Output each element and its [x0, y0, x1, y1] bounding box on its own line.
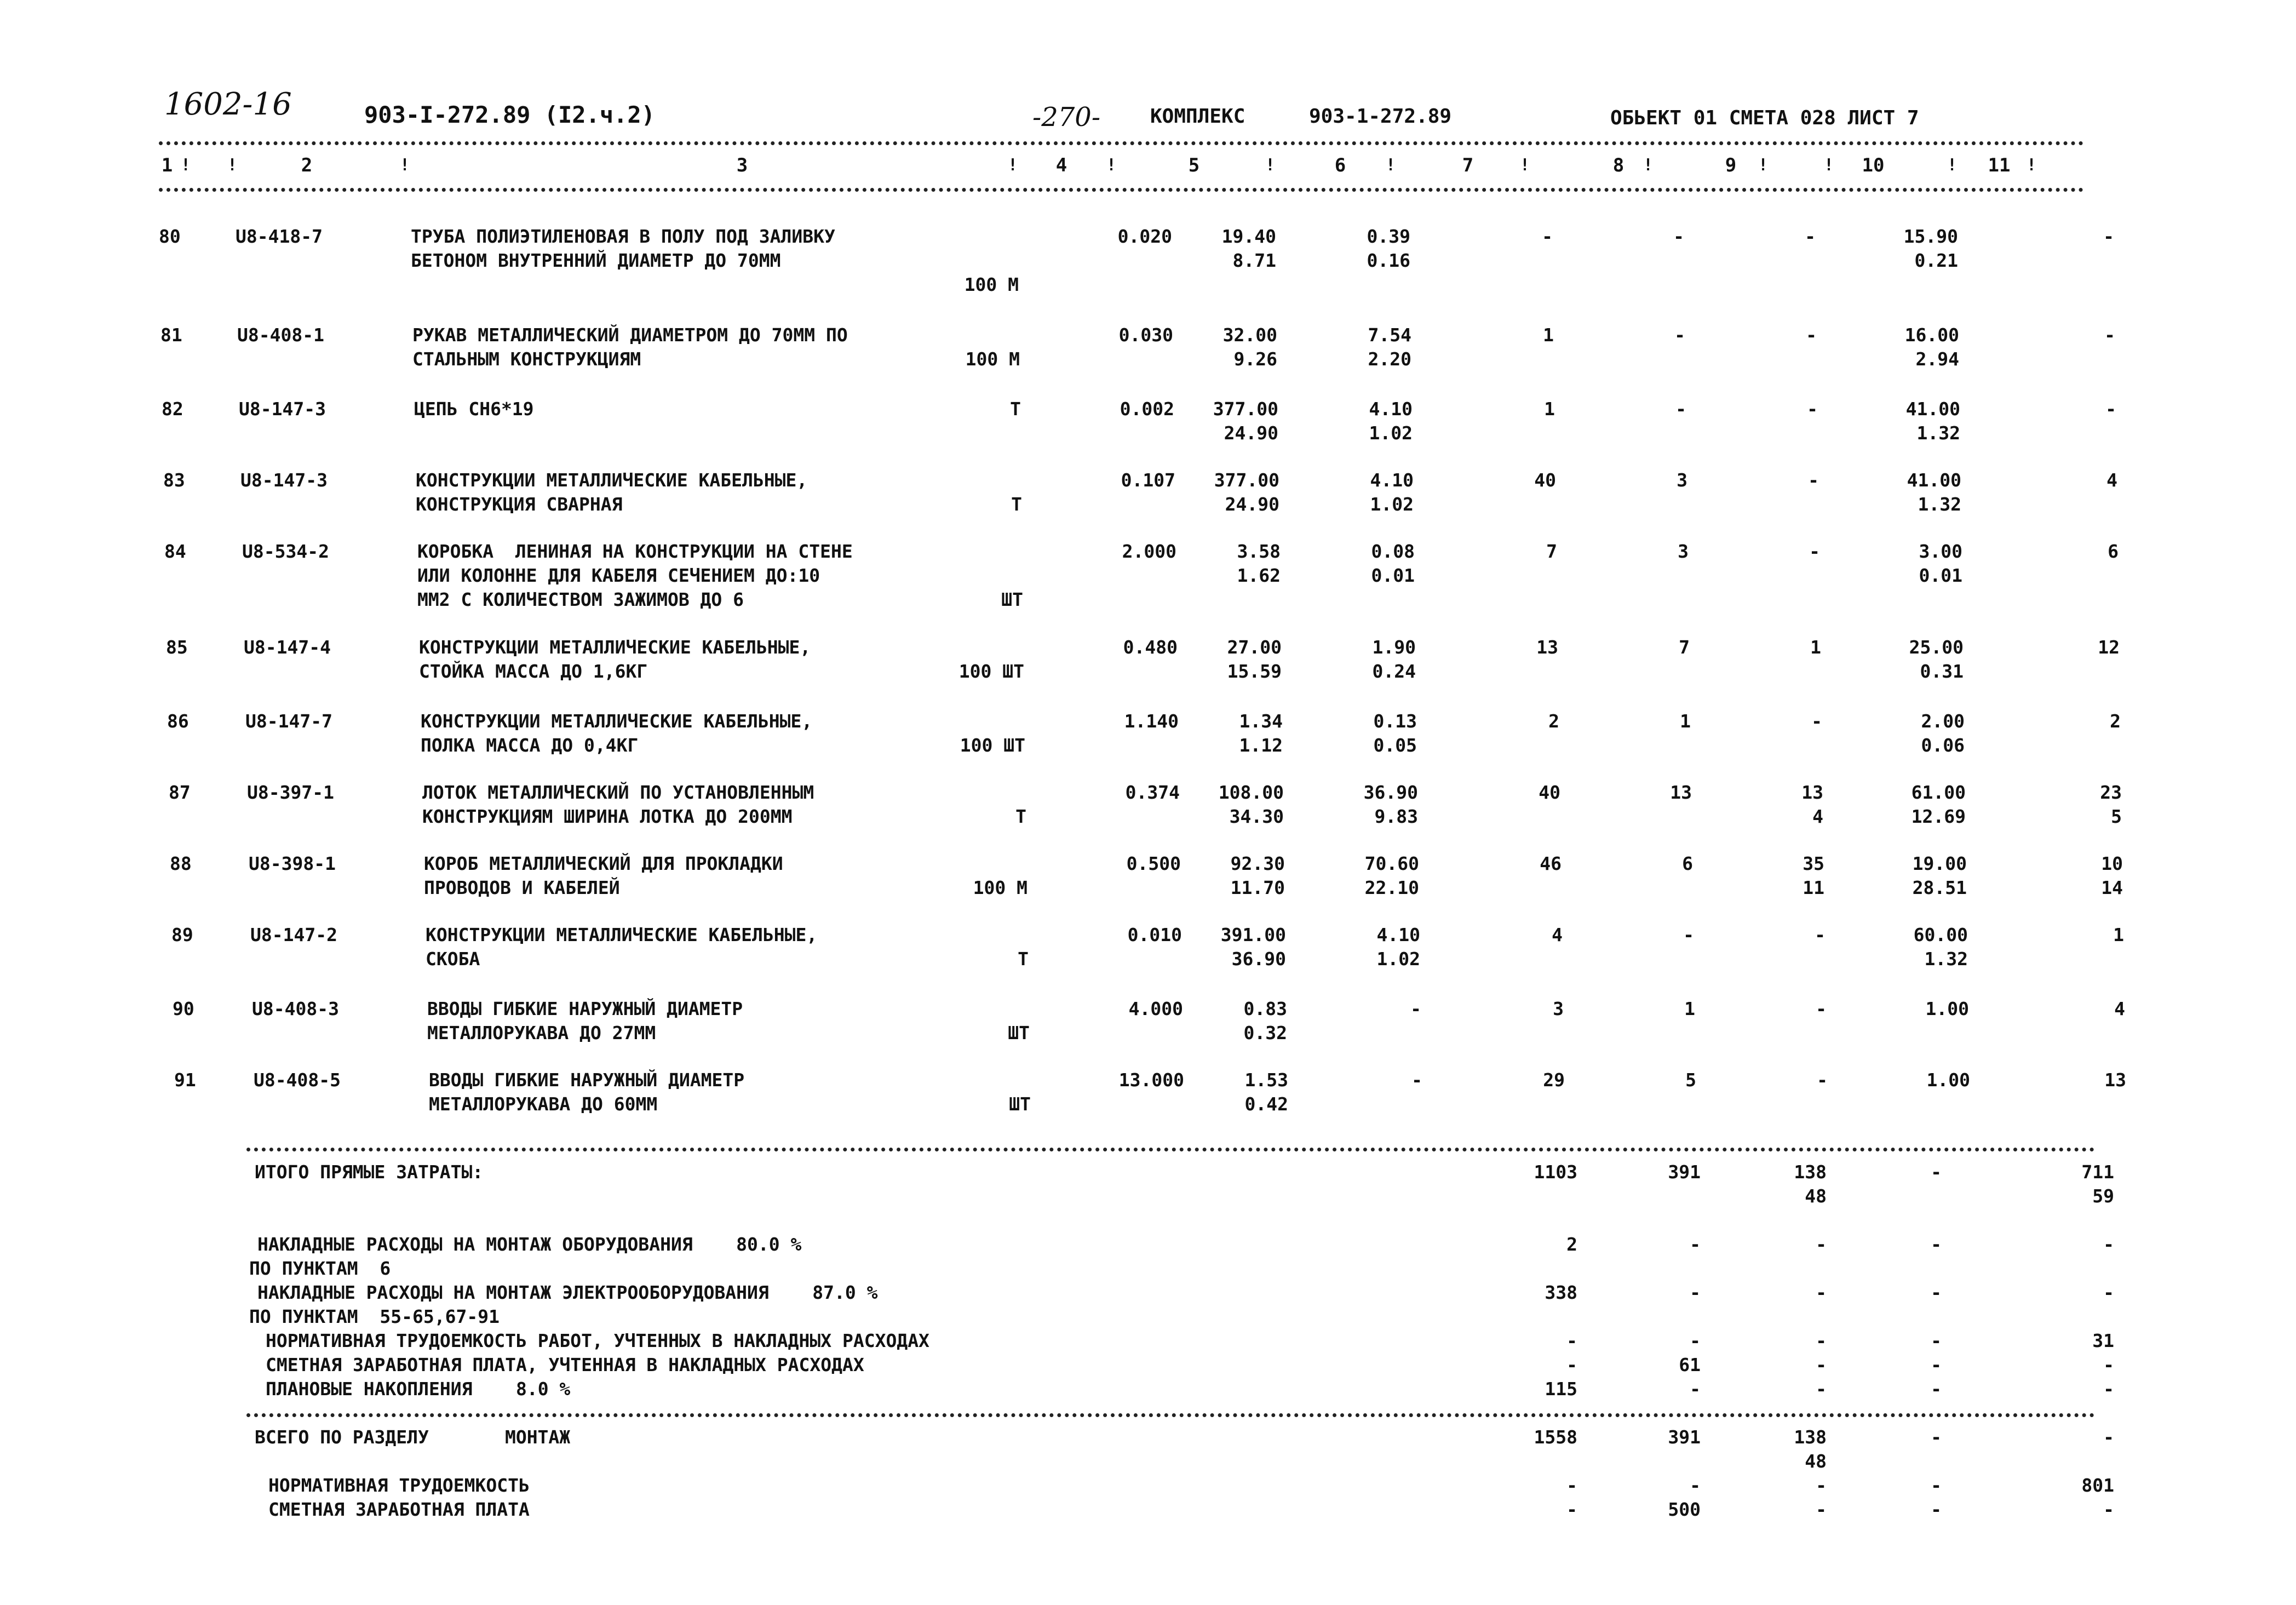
row-c10: 0.31 — [1920, 661, 1964, 682]
column-number: 10 — [1862, 154, 1885, 176]
header-rule-top — [159, 141, 2084, 145]
summary-c8: - — [1690, 1282, 1701, 1303]
row-description: МЕТАЛЛОРУКАВА ДО 27ММ — [427, 1022, 656, 1044]
row-c7: 2 — [1548, 710, 1559, 732]
row-c10: 1.32 — [1918, 494, 1961, 515]
summary-rule-top — [246, 1148, 2095, 1151]
row-c5: 24.90 — [1225, 494, 1279, 515]
row-number: 82 — [162, 398, 183, 420]
row-unit: Т — [1018, 948, 1029, 970]
row-c9: 11 — [1803, 877, 1824, 898]
column-number: 3 — [736, 154, 748, 176]
summary-label: СМЕТНАЯ ЗАРАБОТНАЯ ПЛАТА, УЧТЕННАЯ В НАКЛАДНЫХ РАСХОДАХ — [266, 1354, 864, 1375]
summary-c11: - — [2103, 1426, 2114, 1448]
row-description: КОРОБ МЕТАЛЛИЧЕСКИЙ ДЛЯ ПРОКЛАДКИ — [424, 853, 783, 874]
row-code: U8-534-2 — [242, 541, 329, 562]
summary-c9: - — [1816, 1354, 1827, 1375]
row-c7: 3 — [1553, 998, 1564, 1019]
column-number: 2 — [301, 154, 313, 176]
row-c6: 1.90 — [1372, 637, 1416, 658]
row-quantity: 0.010 — [1127, 924, 1182, 945]
row-quantity: 1.140 — [1124, 710, 1179, 732]
row-quantity: 0.030 — [1118, 324, 1173, 346]
row-description: КОРОБКА ЛЕНИНАЯ НА КОНСТРУКЦИИ НА СТЕНЕ — [417, 541, 853, 562]
row-c11: - — [2104, 324, 2115, 346]
summary-c8: - — [1690, 1475, 1701, 1496]
row-c11: 4 — [2114, 998, 2125, 1019]
komplex-code: 903-1-272.89 — [1309, 105, 1452, 128]
summary-c10: - — [1931, 1161, 1942, 1183]
row-description: КОНСТРУКЦИИ МЕТАЛЛИЧЕСКИЕ КАБЕЛЬНЫЕ, — [421, 710, 813, 732]
row-unit: 100 ШТ — [960, 735, 1025, 756]
row-unit: 100 ШТ — [958, 661, 1024, 682]
row-c8: - — [1683, 924, 1694, 945]
row-c6: 1.02 — [1369, 422, 1413, 444]
column-separator: ! — [227, 156, 238, 175]
row-code: U8-147-3 — [239, 398, 326, 420]
row-number: 84 — [164, 541, 186, 562]
row-c10: 41.00 — [1905, 398, 1960, 420]
summary-c11: 59 — [2092, 1185, 2114, 1207]
row-description: СКОБА — [426, 948, 480, 970]
summary-c10: - — [1931, 1499, 1942, 1520]
row-c10: 2.94 — [1915, 348, 1959, 370]
row-c5: 1.12 — [1239, 735, 1283, 756]
row-c6: 22.10 — [1364, 877, 1419, 898]
row-c5: 1.34 — [1239, 710, 1283, 732]
object-info: ОБЬЕКТ 01 СМЕТА 028 ЛИСТ 7 — [1610, 107, 1919, 129]
summary-label: СМЕТНАЯ ЗАРАБОТНАЯ ПЛАТА — [268, 1499, 530, 1520]
row-c8: 3 — [1677, 469, 1687, 491]
summary-c8: 391 — [1668, 1161, 1701, 1183]
row-c5: 19.40 — [1221, 226, 1276, 247]
summary-c10: - — [1931, 1354, 1942, 1375]
row-description: ПРОВОДОВ И КАБЕЛЕЙ — [424, 877, 620, 898]
row-unit: Т — [1010, 398, 1021, 420]
row-c11: 23 — [2100, 782, 2122, 803]
summary-c9: - — [1816, 1378, 1827, 1400]
row-c8: 7 — [1679, 637, 1690, 658]
row-unit: Т — [1015, 806, 1026, 827]
row-c10: 12.69 — [1911, 806, 1966, 827]
document-code: 903-I-272.89 (I2.ч.2) — [364, 101, 656, 128]
row-c7: 40 — [1534, 469, 1556, 491]
summary-c9: - — [1816, 1499, 1827, 1520]
row-c5: 36.90 — [1231, 948, 1286, 970]
row-c5: 9.26 — [1233, 348, 1277, 370]
row-c9: - — [1806, 324, 1817, 346]
komplex-label: КОМПЛЕКС — [1150, 105, 1245, 128]
row-c5: 0.83 — [1243, 998, 1287, 1019]
column-separator: ! — [2027, 156, 2037, 175]
summary-c7: 2 — [1566, 1234, 1577, 1255]
row-c5: 108.00 — [1218, 782, 1284, 803]
row-c8: 1 — [1684, 998, 1695, 1019]
summary-c11: - — [2103, 1499, 2114, 1520]
summary-c11: 31 — [2092, 1330, 2114, 1351]
column-separator: ! — [1643, 156, 1654, 175]
page-number: -270- — [1032, 102, 1101, 133]
row-c9: 4 — [1812, 806, 1823, 827]
summary-c10: - — [1931, 1330, 1942, 1351]
row-description: КОНСТРУКЦИЯ СВАРНАЯ — [416, 494, 623, 515]
row-c6: 0.16 — [1367, 250, 1410, 271]
row-c8: 3 — [1678, 541, 1689, 562]
row-c6: 0.39 — [1367, 226, 1410, 247]
row-number: 81 — [160, 324, 182, 346]
row-c10: 41.00 — [1907, 469, 1961, 491]
row-c9: - — [1816, 998, 1827, 1019]
row-c11: 6 — [2108, 541, 2119, 562]
row-c10: 1.00 — [1925, 998, 1969, 1019]
row-description: БЕТОНОМ ВНУТРЕННИЙ ДИАМЕТР ДО 70ММ — [411, 250, 781, 271]
summary-c9: - — [1816, 1475, 1827, 1496]
row-code: U8-397-1 — [247, 782, 334, 803]
column-number: 6 — [1334, 154, 1346, 176]
row-c5: 377.00 — [1213, 398, 1278, 420]
summary-c7: - — [1566, 1354, 1577, 1375]
row-c10: 28.51 — [1912, 877, 1967, 898]
row-description: ММ2 С КОЛИЧЕСТВОМ ЗАЖИМОВ ДО 6 — [417, 589, 744, 610]
column-number: 7 — [1462, 154, 1474, 176]
row-code: U8-147-2 — [250, 924, 337, 945]
row-c8: - — [1675, 398, 1686, 420]
row-c5: 15.59 — [1227, 661, 1282, 682]
row-number: 89 — [171, 924, 193, 945]
row-c6: 4.10 — [1376, 924, 1420, 945]
column-number: 9 — [1725, 154, 1737, 176]
row-c5: 377.00 — [1214, 469, 1279, 491]
row-description: МЕТАЛЛОРУКАВА ДО 60ММ — [429, 1093, 658, 1115]
row-description: ЛОТОК МЕТАЛЛИЧЕСКИЙ ПО УСТАНОВЛЕННЫМ — [422, 782, 814, 803]
column-separator: ! — [1520, 156, 1530, 175]
summary-label: НОРМАТИВНАЯ ТРУДОЕМКОСТЬ РАБОТ, УЧТЕННЫХ В НАКЛАДНЫХ РАСХОДАХ — [266, 1330, 929, 1351]
row-number: 90 — [173, 998, 194, 1019]
row-c10: 15.90 — [1903, 226, 1958, 247]
row-description: КОНСТРУКЦИИ МЕТАЛЛИЧЕСКИЕ КАБЕЛЬНЫЕ, — [426, 924, 818, 945]
row-unit: Т — [1011, 494, 1022, 515]
row-c10: 0.01 — [1919, 565, 1962, 586]
summary-rule-bottom — [246, 1413, 2095, 1417]
summary-c11: - — [2103, 1354, 2114, 1375]
row-unit: 100 М — [973, 877, 1028, 898]
row-c10: 3.00 — [1919, 541, 1962, 562]
summary-c11: - — [2103, 1282, 2114, 1303]
row-c7: 4 — [1552, 924, 1563, 945]
row-number: 86 — [167, 710, 189, 732]
row-code: U8-147-3 — [240, 469, 328, 491]
row-number: 80 — [159, 226, 181, 247]
row-c6: 1.02 — [1376, 948, 1420, 970]
row-c5: 3.58 — [1237, 541, 1281, 562]
row-description: ПОЛКА МАССА ДО 0,4КГ — [421, 735, 639, 756]
row-c9: 13 — [1801, 782, 1823, 803]
row-c6: - — [1410, 998, 1421, 1019]
row-description: ВВОДЫ ГИБКИЕ НАРУЖНЫЙ ДИАМЕТР — [429, 1069, 745, 1091]
summary-c11: 711 — [2081, 1161, 2114, 1183]
row-c9: - — [1809, 541, 1820, 562]
row-c8: - — [1673, 226, 1684, 247]
row-c5: 1.62 — [1237, 565, 1281, 586]
row-c6: 0.01 — [1371, 565, 1415, 586]
column-separator: ! — [1824, 156, 1834, 175]
column-separator: ! — [1265, 156, 1276, 175]
row-c11: 4 — [2106, 469, 2117, 491]
row-c6: - — [1411, 1069, 1422, 1091]
row-c11: 10 — [2101, 853, 2123, 874]
row-description: ВВОДЫ ГИБКИЕ НАРУЖНЫЙ ДИАМЕТР — [427, 998, 743, 1019]
row-c10: 19.00 — [1912, 853, 1967, 874]
row-description: КОНСТРУКЦИЯМ ШИРИНА ЛОТКА ДО 200ММ — [422, 806, 793, 827]
row-c8: 1 — [1680, 710, 1691, 732]
row-c5: 92.30 — [1230, 853, 1285, 874]
row-c5: 32.00 — [1222, 324, 1277, 346]
column-separator: ! — [181, 156, 191, 175]
summary-c10: - — [1931, 1234, 1942, 1255]
column-separator: ! — [400, 156, 410, 175]
summary-c8: - — [1690, 1234, 1701, 1255]
summary-sublabel: ПО ПУНКТАМ 6 — [249, 1258, 391, 1279]
row-c6: 0.13 — [1373, 710, 1417, 732]
row-quantity: 0.480 — [1123, 637, 1178, 658]
summary-label: НАКЛАДНЫЕ РАСХОДЫ НА МОНТАЖ ОБОРУДОВАНИЯ 80.0 % — [257, 1234, 802, 1255]
row-c11: 14 — [2101, 877, 2123, 898]
row-c6: 4.10 — [1370, 469, 1414, 491]
row-c10: 1.32 — [1924, 948, 1968, 970]
row-c7: 1 — [1544, 398, 1555, 420]
row-c7: 29 — [1543, 1069, 1565, 1091]
row-c10: 1.00 — [1926, 1069, 1970, 1091]
row-c11: 12 — [2098, 637, 2120, 658]
row-c7: - — [1542, 226, 1553, 247]
row-c9: - — [1808, 469, 1819, 491]
row-c11: - — [2105, 398, 2116, 420]
row-c10: 60.00 — [1913, 924, 1968, 945]
row-c10: 0.06 — [1921, 735, 1965, 756]
row-description: ИЛИ КОЛОННЕ ДЛЯ КАБЕЛЯ СЕЧЕНИЕМ ДО:10 — [417, 565, 820, 586]
column-number: 4 — [1055, 154, 1067, 176]
row-c9: - — [1811, 710, 1822, 732]
row-quantity: 2.000 — [1122, 541, 1176, 562]
row-c9: 1 — [1810, 637, 1821, 658]
summary-label: НОРМАТИВНАЯ ТРУДОЕМКОСТЬ — [268, 1475, 530, 1496]
summary-c7: 338 — [1545, 1282, 1577, 1303]
row-number: 87 — [169, 782, 191, 803]
summary-label: ПЛАНОВЫЕ НАКОПЛЕНИЯ 8.0 % — [266, 1378, 571, 1400]
summary-c8: 500 — [1668, 1499, 1701, 1520]
row-c5: 11.70 — [1230, 877, 1285, 898]
row-quantity: 0.374 — [1125, 782, 1180, 803]
row-code: U8-147-4 — [244, 637, 331, 658]
summary-c7: 1558 — [1534, 1426, 1577, 1448]
row-description: ЦЕПЬ СН6*19 — [414, 398, 534, 420]
row-unit: ШТ — [1001, 589, 1023, 610]
row-quantity: 0.002 — [1120, 398, 1174, 420]
row-c5: 8.71 — [1232, 250, 1276, 271]
summary-c10: - — [1931, 1426, 1942, 1448]
handwritten-reference: 1602-16 — [164, 87, 292, 122]
summary-c7: - — [1566, 1475, 1577, 1496]
row-quantity: 4.000 — [1128, 998, 1183, 1019]
summary-sublabel: ПО ПУНКТАМ 55-65,67-91 — [249, 1306, 500, 1327]
row-c11: - — [2103, 226, 2114, 247]
row-c6: 0.24 — [1372, 661, 1416, 682]
summary-c8: 61 — [1679, 1354, 1701, 1375]
row-code: U8-147-7 — [245, 710, 332, 732]
column-separator: ! — [1008, 156, 1018, 175]
row-number: 91 — [174, 1069, 196, 1091]
row-unit: 100 М — [965, 348, 1020, 370]
column-number: 5 — [1188, 154, 1200, 176]
summary-c9: - — [1816, 1234, 1827, 1255]
summary-c10: - — [1931, 1378, 1942, 1400]
row-c6: 0.05 — [1373, 735, 1417, 756]
summary-c9: - — [1816, 1282, 1827, 1303]
column-number: 8 — [1612, 154, 1625, 176]
row-c10: 0.21 — [1914, 250, 1958, 271]
row-c10: 25.00 — [1909, 637, 1964, 658]
row-number: 83 — [163, 469, 185, 491]
summary-c7: 1103 — [1534, 1161, 1577, 1183]
row-c5: 27.00 — [1227, 637, 1282, 658]
summary-c9: - — [1816, 1330, 1827, 1351]
header-rule-bottom — [159, 188, 2084, 192]
row-code: U8-418-7 — [236, 226, 323, 247]
row-c8: 6 — [1682, 853, 1693, 874]
summary-c7: - — [1566, 1330, 1577, 1351]
row-c11: 1 — [2113, 924, 2124, 945]
row-description: ТРУБА ПОЛИЭТИЛЕНОВАЯ В ПОЛУ ПОД ЗАЛИВКУ — [411, 226, 835, 247]
summary-c8: 391 — [1668, 1426, 1701, 1448]
row-code: U8-408-1 — [237, 324, 324, 346]
summary-c9: 138 — [1794, 1426, 1827, 1448]
summary-c9: 48 — [1805, 1185, 1827, 1207]
row-description: РУКАВ МЕТАЛЛИЧЕСКИЙ ДИАМЕТРОМ ДО 70ММ ПО — [412, 324, 848, 346]
summary-label: НАКЛАДНЫЕ РАСХОДЫ НА МОНТАЖ ЭЛЕКТРООБОРУДОВАНИЯ 87.0 % — [257, 1282, 878, 1303]
row-c6: 2.20 — [1368, 348, 1411, 370]
row-c5: 0.42 — [1244, 1093, 1288, 1115]
row-c8: 13 — [1670, 782, 1692, 803]
row-c7: 40 — [1539, 782, 1560, 803]
row-c8: - — [1674, 324, 1685, 346]
row-c11: 2 — [2110, 710, 2121, 732]
summary-c9: 48 — [1805, 1451, 1827, 1472]
row-c7: 1 — [1543, 324, 1554, 346]
row-c7: 46 — [1540, 853, 1562, 874]
row-c9: - — [1815, 924, 1826, 945]
row-c7: 7 — [1546, 541, 1557, 562]
row-c5: 0.32 — [1243, 1022, 1287, 1044]
summary-c10: - — [1931, 1282, 1942, 1303]
row-description: КОНСТРУКЦИИ МЕТАЛЛИЧЕСКИЕ КАБЕЛЬНЫЕ, — [416, 469, 808, 491]
row-c6: 1.02 — [1370, 494, 1414, 515]
row-c9: 35 — [1803, 853, 1824, 874]
row-c11: 13 — [2104, 1069, 2126, 1091]
row-quantity: 0.500 — [1126, 853, 1181, 874]
row-unit: ШТ — [1008, 1022, 1030, 1044]
row-c10: 61.00 — [1911, 782, 1966, 803]
row-code: U8-408-5 — [254, 1069, 341, 1091]
row-c10: 2.00 — [1921, 710, 1965, 732]
row-description: КОНСТРУКЦИИ МЕТАЛЛИЧЕСКИЕ КАБЕЛЬНЫЕ, — [419, 637, 811, 658]
row-c5: 24.90 — [1224, 422, 1278, 444]
row-description: СТОЙКА МАССА ДО 1,6КГ — [419, 661, 648, 682]
column-separator: ! — [1386, 156, 1396, 175]
column-number: 1 — [161, 154, 173, 176]
row-unit: ШТ — [1009, 1093, 1031, 1115]
summary-label: ВСЕГО ПО РАЗДЕЛУ МОНТАЖ — [255, 1426, 571, 1448]
row-c6: 9.83 — [1374, 806, 1418, 827]
row-c8: 5 — [1685, 1069, 1696, 1091]
summary-c11: 801 — [2081, 1475, 2114, 1496]
summary-c9: 138 — [1794, 1161, 1827, 1183]
row-c10: 1.32 — [1916, 422, 1960, 444]
summary-c10: - — [1931, 1475, 1942, 1496]
summary-label: ИТОГО ПРЯМЫЕ ЗАТРАТЫ: — [255, 1161, 484, 1183]
row-quantity: 0.020 — [1117, 226, 1172, 247]
row-c7: 13 — [1536, 637, 1558, 658]
row-c5: 1.53 — [1244, 1069, 1288, 1091]
row-unit: 100 М — [964, 274, 1019, 295]
row-c11: 5 — [2111, 806, 2122, 827]
row-c9: - — [1807, 398, 1818, 420]
row-c9: - — [1805, 226, 1816, 247]
row-c10: 16.00 — [1904, 324, 1959, 346]
summary-c11: - — [2103, 1234, 2114, 1255]
summary-c7: - — [1566, 1499, 1577, 1520]
row-c6: 4.10 — [1369, 398, 1413, 420]
row-c6: 7.54 — [1368, 324, 1411, 346]
row-c6: 0.08 — [1371, 541, 1415, 562]
row-c9: - — [1817, 1069, 1828, 1091]
row-c6: 70.60 — [1364, 853, 1419, 874]
summary-c11: - — [2103, 1378, 2114, 1400]
column-separator: ! — [1758, 156, 1769, 175]
row-quantity: 13.000 — [1118, 1069, 1184, 1091]
row-number: 88 — [170, 853, 192, 874]
row-description: СТАЛЬНЫМ КОНСТРУКЦИЯМ — [412, 348, 641, 370]
summary-c8: - — [1690, 1378, 1701, 1400]
row-c5: 391.00 — [1220, 924, 1286, 945]
row-c5: 34.30 — [1229, 806, 1284, 827]
column-separator: ! — [1947, 156, 1958, 175]
row-c6: 36.90 — [1363, 782, 1418, 803]
summary-c7: 115 — [1545, 1378, 1577, 1400]
summary-c8: - — [1690, 1330, 1701, 1351]
column-separator: ! — [1106, 156, 1117, 175]
row-code: U8-398-1 — [249, 853, 336, 874]
row-quantity: 0.107 — [1121, 469, 1175, 491]
row-number: 85 — [166, 637, 188, 658]
column-number: 11 — [1988, 154, 2011, 176]
row-code: U8-408-3 — [252, 998, 339, 1019]
